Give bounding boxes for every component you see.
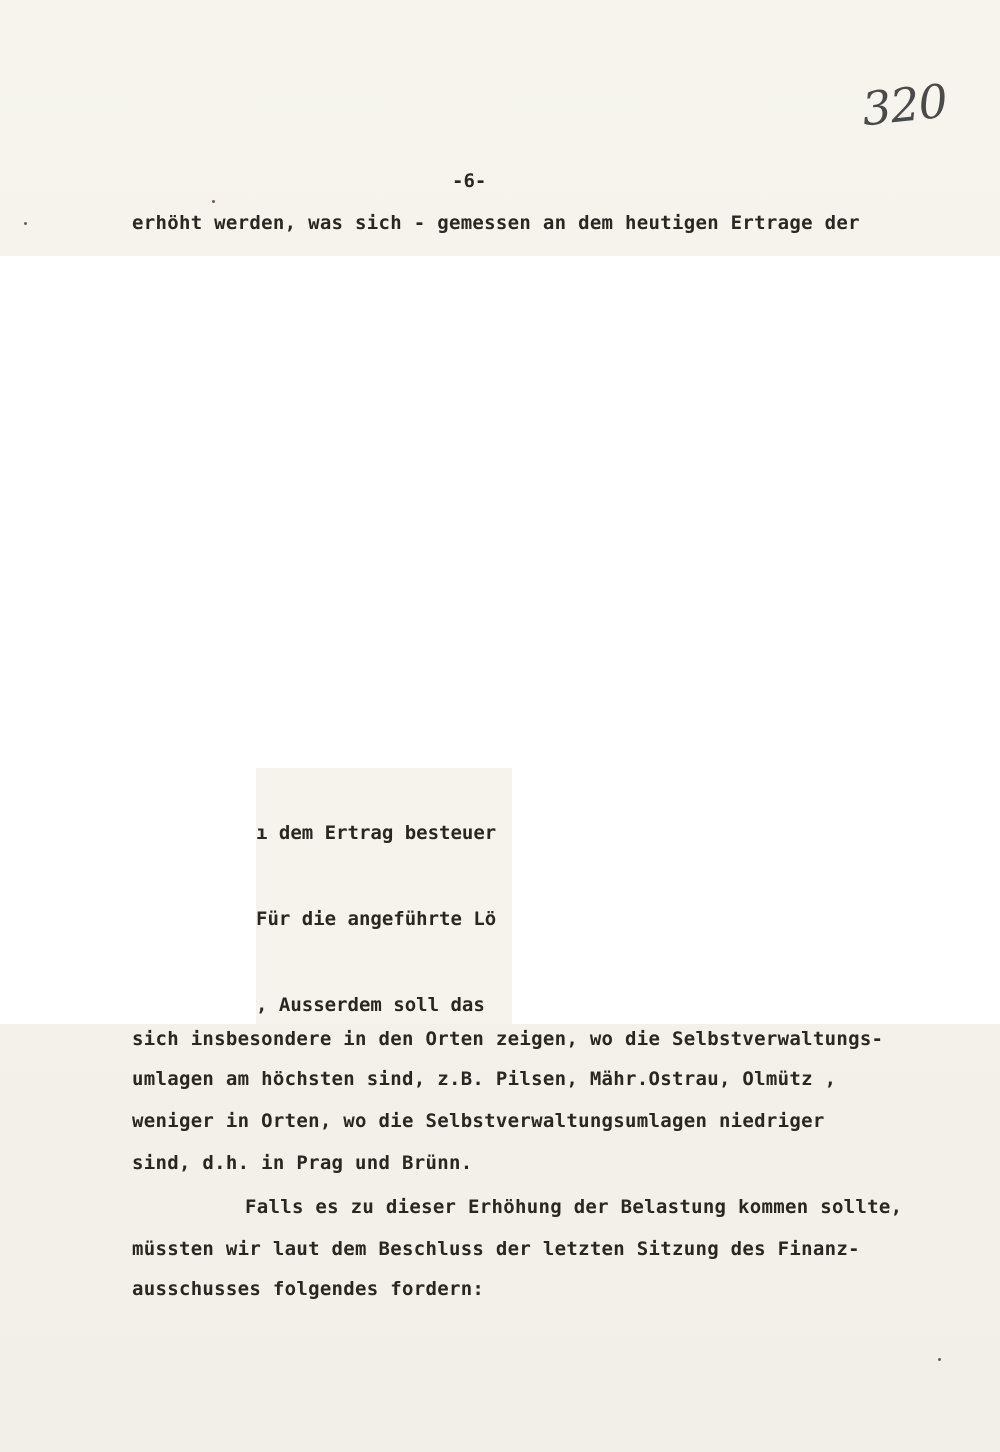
body-text-line: umlagen am höchsten sind, z.B. Pilsen, Mähr.Ostrau, Olmütz , xyxy=(132,1068,837,1090)
blank-region-right xyxy=(512,768,1000,1024)
fragment-line: , Ausserdem soll das xyxy=(256,994,485,1016)
archive-page-number: 320 xyxy=(859,73,950,137)
ink-speck xyxy=(24,222,27,225)
body-text-line: sich insbesondere in den Orten zeigen, wo die Selbstverwaltungs- xyxy=(132,1028,884,1050)
body-text-line: Falls es zu dieser Erhöhung der Belastung kommen sollte, xyxy=(245,1196,903,1218)
blank-region-top xyxy=(0,256,1000,768)
body-text-line: weniger in Orten, wo die Selbstverwaltungsumlagen niedriger xyxy=(132,1110,825,1132)
ink-speck xyxy=(212,200,215,203)
fragment-line: Für die angeführte Lö xyxy=(256,908,497,930)
ink-speck xyxy=(938,1358,941,1361)
fragment-line: ı dem Ertrag besteuer xyxy=(256,822,497,844)
top-text-line: erhöht werden, was sich - gemessen an dem heutigen Ertrage der xyxy=(132,212,860,234)
body-text-line: sind, d.h. in Prag und Brünn. xyxy=(132,1152,473,1174)
page-number: -6- xyxy=(452,170,487,192)
body-text-line: müssten wir laut dem Beschluss der letzten Sitzung des Finanz- xyxy=(132,1238,860,1260)
text-fragment xyxy=(256,768,512,1024)
body-text-line: ausschusses folgendes fordern: xyxy=(132,1278,485,1300)
blank-region-left xyxy=(0,768,256,1024)
